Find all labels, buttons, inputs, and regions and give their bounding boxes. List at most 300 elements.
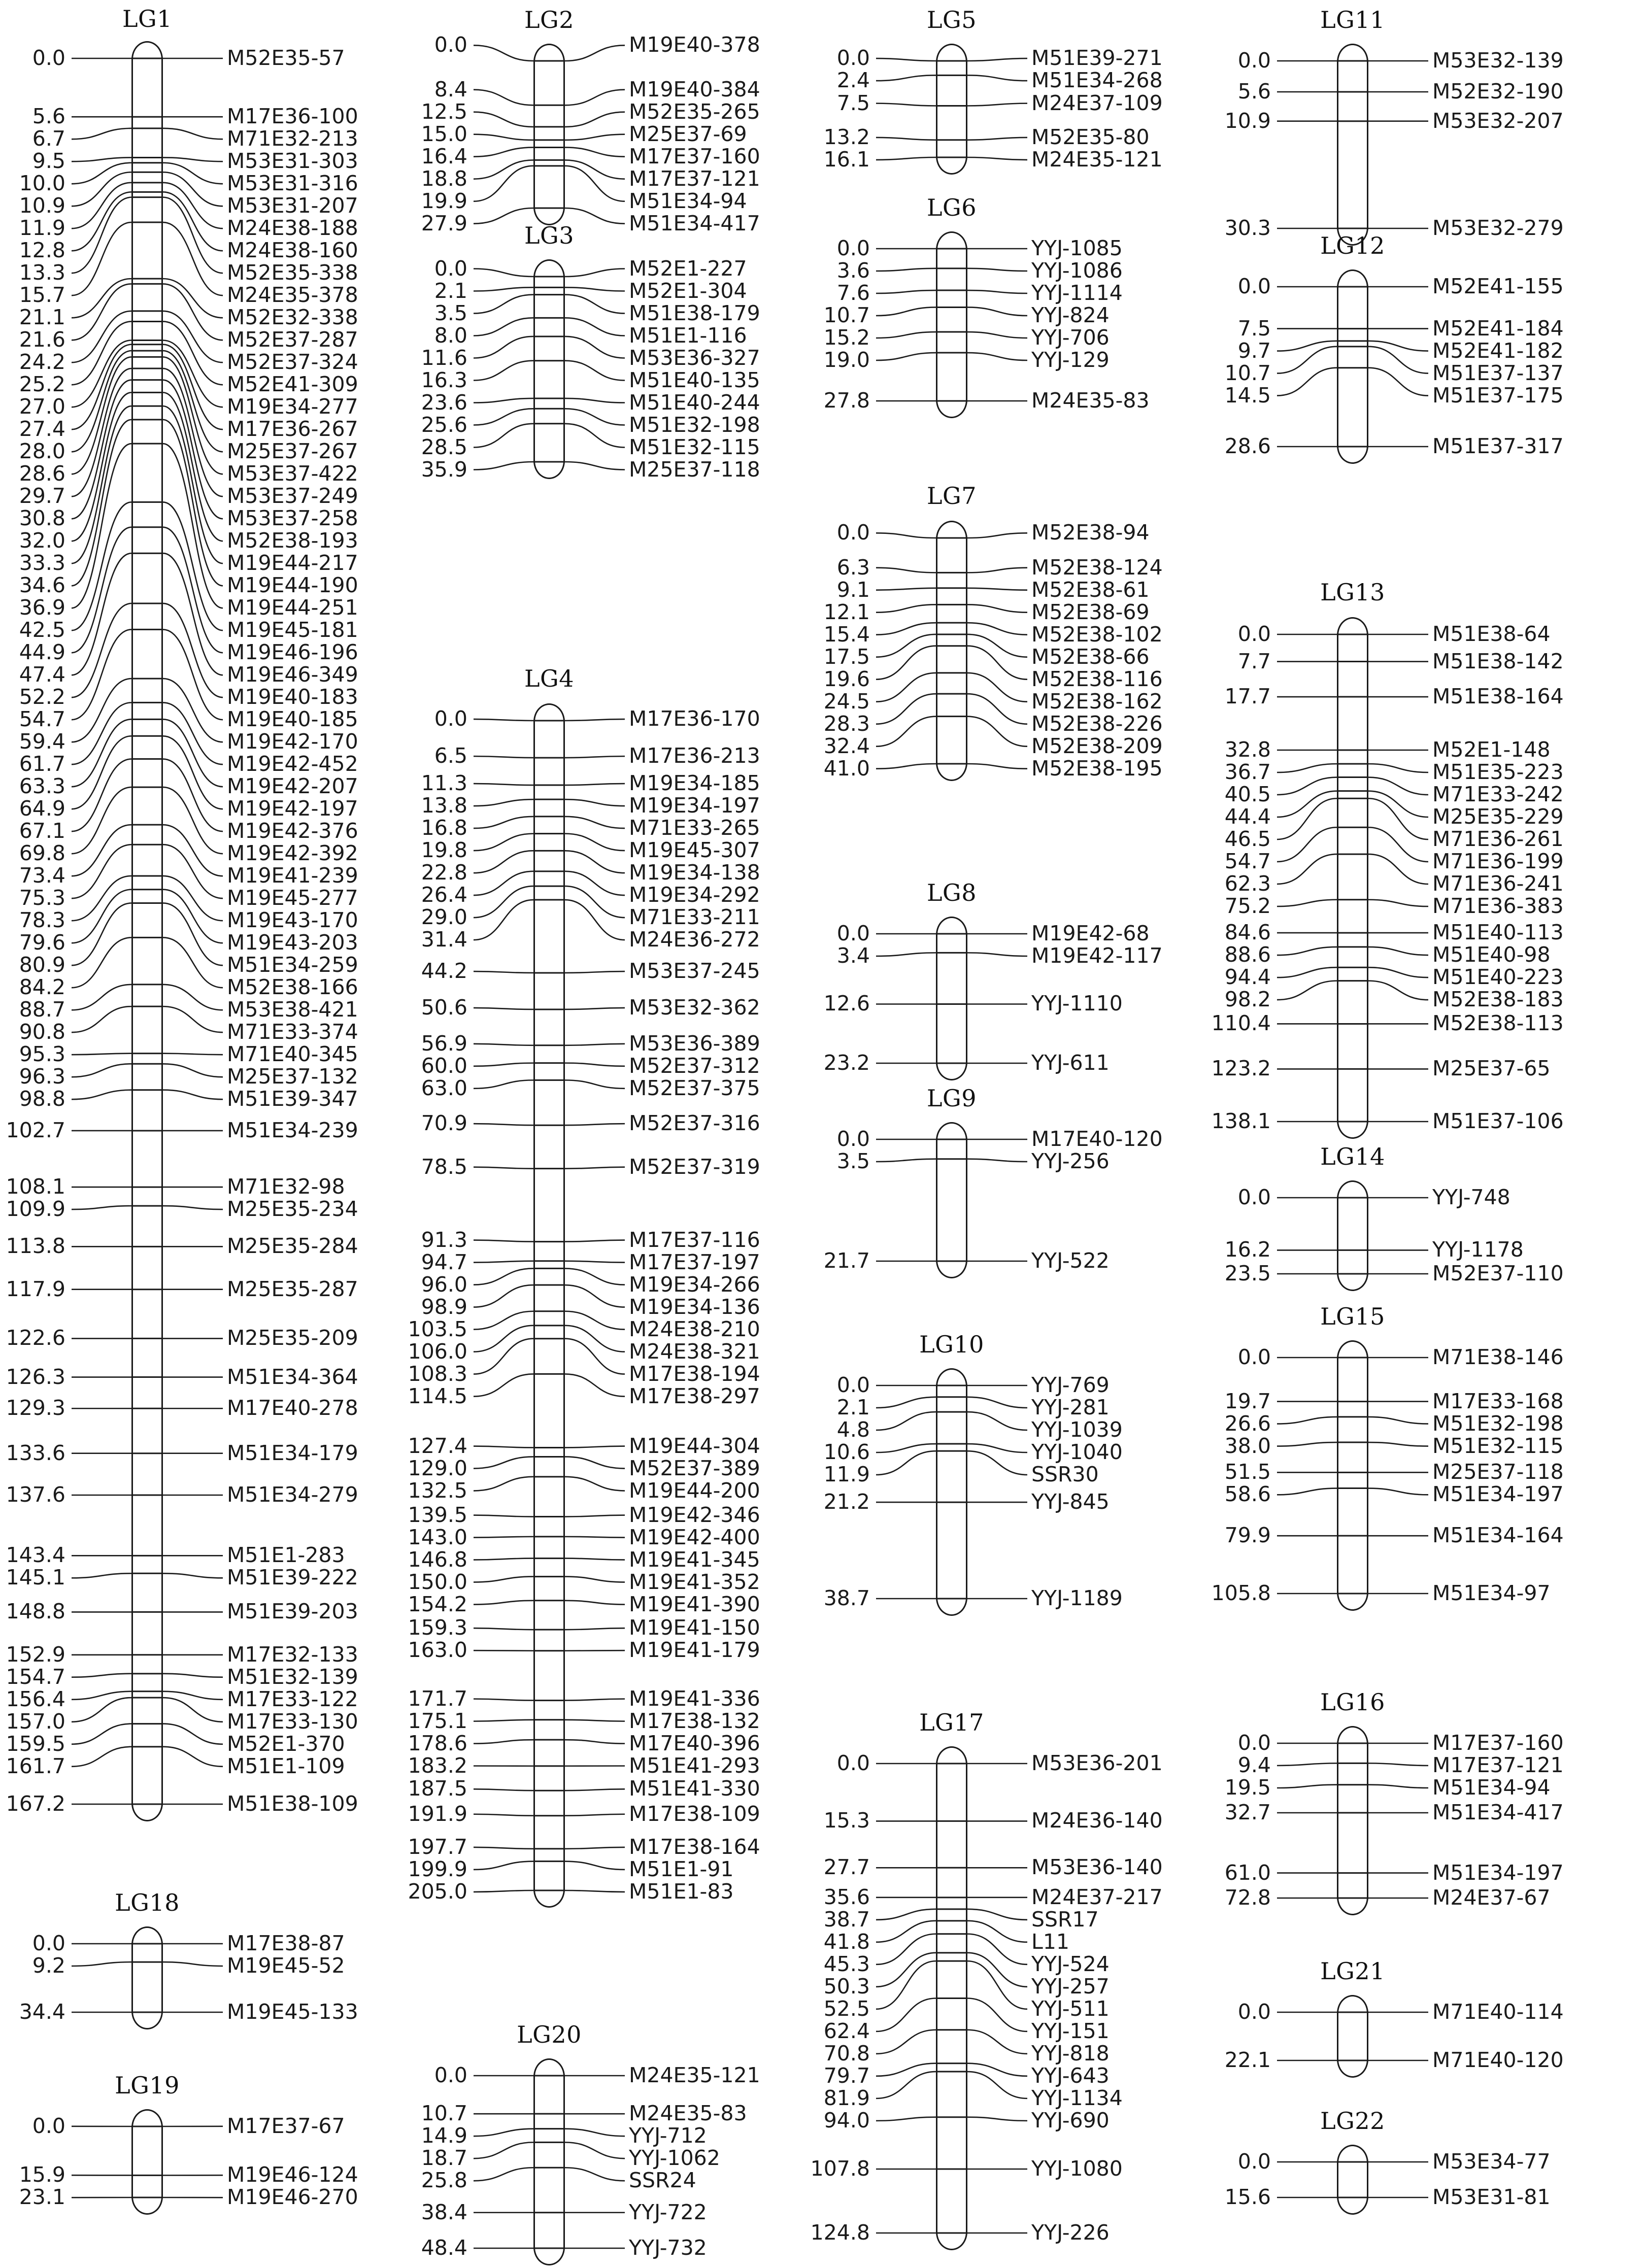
position-label: 78.3 bbox=[19, 908, 65, 933]
position-label: 16.8 bbox=[421, 816, 467, 840]
linkage-group-title: LG9 bbox=[926, 1085, 977, 1112]
position-leader-line bbox=[72, 1674, 131, 1677]
position-label: 105.8 bbox=[1211, 1581, 1271, 1605]
position-label: 126.3 bbox=[6, 1364, 65, 1389]
linkage-group-title: LG13 bbox=[1320, 579, 1385, 606]
position-leader-line bbox=[72, 1064, 131, 1077]
marker-label: M52E1-304 bbox=[629, 278, 747, 303]
linkage-group-title: LG4 bbox=[524, 665, 575, 692]
position-label: 47.4 bbox=[19, 662, 65, 687]
marker-label: M19E44-200 bbox=[629, 1478, 760, 1503]
marker-label: M51E1-109 bbox=[227, 1753, 345, 1778]
marker-leader-line bbox=[565, 1847, 625, 1849]
marker-leader-line bbox=[163, 1747, 223, 1767]
marker-label: M19E40-183 bbox=[227, 685, 358, 709]
position-label: 3.6 bbox=[836, 258, 870, 283]
marker-leader-line bbox=[565, 1261, 625, 1263]
marker-label: M51E41-293 bbox=[629, 1753, 760, 1778]
position-label: 28.6 bbox=[1224, 434, 1271, 458]
position-label: 0.0 bbox=[1237, 2149, 1271, 2174]
marker-label: M25E35-234 bbox=[227, 1197, 358, 1222]
marker-leader-line bbox=[967, 1961, 1027, 2009]
position-leader-line bbox=[72, 183, 131, 228]
position-label: 42.5 bbox=[19, 618, 65, 642]
marker-label: M52E38-226 bbox=[1031, 711, 1163, 736]
position-leader-line bbox=[876, 1953, 936, 1987]
marker-leader-line bbox=[967, 717, 1027, 747]
position-label: 6.5 bbox=[434, 743, 467, 768]
position-label: 5.6 bbox=[1237, 79, 1271, 104]
marker-leader-line bbox=[565, 1285, 625, 1307]
marker-label: SSR30 bbox=[1031, 1462, 1099, 1486]
position-label: 0.0 bbox=[1237, 2000, 1271, 2024]
position-label: 0.0 bbox=[434, 706, 467, 731]
position-label: 67.1 bbox=[19, 819, 65, 843]
marker-label: M19E40-185 bbox=[227, 707, 358, 732]
marker-label: M19E40-378 bbox=[629, 32, 760, 57]
marker-label: YYJ-1086 bbox=[1031, 258, 1123, 283]
position-label: 0.0 bbox=[32, 1931, 65, 1955]
position-label: 91.3 bbox=[421, 1227, 467, 1252]
marker-label: YYJ-1062 bbox=[629, 2146, 720, 2171]
position-label: 154.2 bbox=[408, 1592, 467, 1616]
position-leader-line bbox=[474, 2129, 533, 2136]
marker-label: M53E36-389 bbox=[629, 1031, 760, 1056]
position-leader-line bbox=[72, 368, 131, 496]
marker-leader-line bbox=[565, 1601, 625, 1605]
marker-leader-line bbox=[565, 719, 625, 721]
chromosome-cap-top bbox=[1337, 1340, 1368, 1359]
chromosome-cap-top bbox=[936, 1746, 967, 1765]
marker-label: M24E35-121 bbox=[629, 2063, 760, 2087]
marker-leader-line bbox=[1368, 1417, 1428, 1424]
marker-leader-line bbox=[967, 673, 1027, 702]
position-leader-line bbox=[1277, 1785, 1337, 1788]
marker-leader-line bbox=[565, 1446, 625, 1448]
position-label: 29.0 bbox=[421, 905, 467, 930]
marker-label: YYJ-643 bbox=[1031, 2063, 1110, 2088]
position-label: 38.7 bbox=[823, 1907, 870, 1932]
marker-label: M17E33-130 bbox=[227, 1709, 358, 1734]
marker-label: YYJ-732 bbox=[629, 2236, 707, 2260]
position-label: 54.7 bbox=[19, 707, 65, 732]
marker-leader-line bbox=[565, 1720, 625, 1721]
position-leader-line bbox=[1277, 777, 1337, 795]
position-label: 5.6 bbox=[32, 104, 65, 129]
marker-leader-line bbox=[967, 1909, 1027, 1920]
position-label: 18.7 bbox=[421, 2146, 467, 2171]
marker-leader-line bbox=[163, 284, 223, 340]
position-label: 0.0 bbox=[434, 256, 467, 281]
position-leader-line bbox=[474, 784, 533, 785]
position-leader-line bbox=[876, 2063, 936, 2076]
marker-leader-line bbox=[565, 817, 625, 828]
chromosome-cap-top bbox=[936, 521, 967, 539]
position-label: 109.9 bbox=[6, 1197, 65, 1222]
position-label: 139.5 bbox=[408, 1502, 467, 1527]
position-leader-line bbox=[474, 1446, 533, 1448]
marker-label: M52E37-312 bbox=[629, 1053, 760, 1078]
chromosome-bar bbox=[533, 721, 565, 1890]
chromosome-bar bbox=[936, 249, 967, 401]
marker-leader-line bbox=[967, 1159, 1027, 1162]
position-label: 95.3 bbox=[19, 1042, 65, 1067]
position-leader-line bbox=[474, 1537, 533, 1538]
position-leader-line bbox=[876, 646, 936, 680]
marker-leader-line bbox=[565, 834, 625, 851]
position-label: 38.0 bbox=[1224, 1433, 1271, 1458]
position-leader-line bbox=[474, 1740, 533, 1743]
position-leader-line bbox=[72, 719, 131, 787]
marker-label: M19E34-185 bbox=[629, 771, 760, 796]
marker-leader-line bbox=[163, 444, 223, 608]
position-leader-line bbox=[72, 311, 131, 362]
marker-leader-line bbox=[565, 784, 625, 785]
position-leader-line bbox=[876, 2117, 936, 2121]
position-leader-line bbox=[72, 1724, 131, 1744]
position-label: 0.0 bbox=[1237, 274, 1271, 298]
position-leader-line bbox=[72, 192, 131, 251]
position-label: 63.0 bbox=[421, 1075, 467, 1100]
marker-leader-line bbox=[967, 588, 1027, 590]
chromosome-cap-top bbox=[533, 259, 565, 278]
marker-label: M51E39-203 bbox=[227, 1599, 358, 1624]
marker-label: M52E38-66 bbox=[1031, 644, 1150, 669]
linkage-group-title: LG7 bbox=[926, 482, 977, 510]
marker-leader-line bbox=[163, 603, 223, 697]
marker-leader-line bbox=[163, 406, 223, 563]
marker-leader-line bbox=[163, 985, 223, 1010]
marker-label: M53E34-77 bbox=[1432, 2149, 1551, 2174]
marker-label: YYJ-722 bbox=[629, 2199, 707, 2224]
marker-leader-line bbox=[565, 871, 625, 895]
position-label: 0.0 bbox=[1237, 622, 1271, 646]
marker-label: M52E38-69 bbox=[1031, 599, 1150, 624]
position-leader-line bbox=[474, 462, 533, 470]
marker-leader-line bbox=[565, 336, 625, 358]
position-label: 159.3 bbox=[408, 1615, 467, 1640]
marker-label: M19E42-346 bbox=[629, 1502, 760, 1527]
position-leader-line bbox=[72, 172, 131, 206]
marker-label: M53E31-81 bbox=[1432, 2185, 1551, 2209]
marker-label: M19E41-336 bbox=[629, 1686, 760, 1711]
position-label: 24.2 bbox=[19, 350, 65, 375]
marker-label: M71E36-383 bbox=[1432, 894, 1564, 918]
marker-label: M19E41-179 bbox=[629, 1638, 760, 1663]
marker-leader-line bbox=[163, 1090, 223, 1099]
marker-label: M52E41-309 bbox=[227, 372, 358, 397]
marker-label: M25E35-284 bbox=[227, 1234, 358, 1259]
marker-label: M71E36-241 bbox=[1432, 871, 1564, 896]
chromosome-bar bbox=[936, 1139, 967, 1261]
position-label: 16.4 bbox=[421, 144, 467, 168]
position-label: 28.5 bbox=[421, 434, 467, 459]
marker-label: M71E38-146 bbox=[1432, 1345, 1564, 1369]
position-label: 32.7 bbox=[1224, 1800, 1271, 1824]
marker-leader-line bbox=[565, 269, 625, 277]
chromosome-bar bbox=[1337, 1743, 1368, 1898]
position-label: 0.0 bbox=[836, 921, 870, 945]
marker-leader-line bbox=[565, 112, 625, 127]
position-label: 0.0 bbox=[836, 520, 870, 545]
position-leader-line bbox=[876, 290, 936, 293]
position-label: 10.7 bbox=[1224, 360, 1271, 385]
position-label: 25.8 bbox=[421, 2168, 467, 2193]
marker-leader-line bbox=[565, 45, 625, 61]
marker-leader-line bbox=[1368, 764, 1428, 772]
linkage-group-title: LG18 bbox=[115, 1889, 180, 1916]
marker-leader-line bbox=[967, 533, 1027, 538]
position-label: 88.6 bbox=[1224, 942, 1271, 967]
marker-label: M52E37-287 bbox=[227, 327, 358, 352]
marker-leader-line bbox=[565, 1080, 625, 1088]
position-label: 13.3 bbox=[19, 260, 65, 285]
position-label: 0.0 bbox=[434, 32, 467, 57]
marker-label: M71E40-120 bbox=[1432, 2048, 1564, 2072]
position-label: 197.7 bbox=[408, 1834, 467, 1859]
position-label: 19.7 bbox=[1224, 1389, 1271, 1413]
marker-label: M51E34-279 bbox=[227, 1482, 358, 1507]
marker-leader-line bbox=[163, 903, 223, 965]
chromosome-bar bbox=[936, 1764, 967, 2233]
position-label: 17.5 bbox=[823, 644, 870, 669]
linkage-group-title: LG12 bbox=[1320, 232, 1385, 259]
position-label: 146.8 bbox=[408, 1547, 467, 1572]
position-label: 0.0 bbox=[1237, 1345, 1271, 1369]
marker-leader-line bbox=[565, 1650, 625, 1651]
marker-label: M17E40-120 bbox=[1031, 1127, 1163, 1151]
marker-label: M53E37-422 bbox=[227, 461, 358, 486]
marker-leader-line bbox=[163, 311, 223, 362]
marker-label: M52E1-227 bbox=[629, 256, 747, 281]
position-leader-line bbox=[72, 553, 131, 675]
marker-label: M19E42-68 bbox=[1031, 921, 1150, 945]
chromosome-bar bbox=[131, 58, 163, 1804]
position-label: 108.1 bbox=[6, 1174, 65, 1199]
position-label: 27.4 bbox=[19, 417, 65, 442]
position-leader-line bbox=[474, 1477, 533, 1491]
marker-label: M71E33-265 bbox=[629, 816, 760, 840]
position-leader-line bbox=[72, 787, 131, 854]
marker-label: M19E42-117 bbox=[1031, 943, 1163, 968]
position-label: 38.4 bbox=[421, 2199, 467, 2224]
linkage-group-title: LG20 bbox=[517, 2021, 582, 2048]
marker-leader-line bbox=[967, 75, 1027, 81]
position-label: 7.6 bbox=[836, 281, 870, 305]
marker-label: M51E40-135 bbox=[629, 367, 760, 392]
marker-label: M19E45-277 bbox=[227, 886, 358, 910]
chromosome-cap-bottom bbox=[533, 1889, 565, 1908]
marker-label: M53E32-362 bbox=[629, 995, 760, 1020]
position-label: 171.7 bbox=[408, 1686, 467, 1711]
position-leader-line bbox=[876, 694, 936, 724]
marker-leader-line bbox=[163, 787, 223, 854]
marker-label: YYJ-1178 bbox=[1432, 1237, 1524, 1262]
marker-label: YYJ-1085 bbox=[1031, 236, 1123, 260]
marker-label: M52E41-182 bbox=[1432, 338, 1564, 363]
marker-label: M19E41-390 bbox=[629, 1592, 760, 1616]
position-label: 3.5 bbox=[836, 1149, 870, 1173]
marker-label: M51E41-330 bbox=[629, 1776, 760, 1801]
position-label: 28.0 bbox=[19, 439, 65, 464]
chromosome-bar bbox=[1337, 1358, 1368, 1594]
position-leader-line bbox=[876, 764, 936, 769]
position-label: 36.7 bbox=[1224, 760, 1271, 784]
marker-label: SSR24 bbox=[629, 2168, 696, 2193]
position-label: 12.1 bbox=[823, 599, 870, 624]
position-label: 2.1 bbox=[836, 1395, 870, 1419]
marker-label: M71E40-114 bbox=[1432, 2000, 1564, 2024]
position-leader-line bbox=[876, 2030, 936, 2054]
position-label: 79.6 bbox=[19, 930, 65, 955]
position-leader-line bbox=[474, 166, 533, 201]
marker-leader-line bbox=[967, 1397, 1027, 1408]
marker-label: M51E39-222 bbox=[227, 1565, 358, 1590]
position-leader-line bbox=[474, 1339, 533, 1374]
marker-label: M25E37-267 bbox=[227, 439, 358, 464]
marker-leader-line bbox=[163, 1006, 223, 1032]
marker-leader-line bbox=[967, 953, 1027, 956]
marker-label: M71E33-374 bbox=[227, 1020, 358, 1044]
position-leader-line bbox=[72, 903, 131, 965]
position-label: 44.4 bbox=[1224, 804, 1271, 829]
position-leader-line bbox=[72, 702, 131, 764]
marker-label: M52E38-193 bbox=[227, 528, 358, 553]
chromosome-cap-top bbox=[1337, 1995, 1368, 2013]
marker-leader-line bbox=[565, 90, 625, 106]
position-leader-line bbox=[876, 588, 936, 590]
position-label: 145.1 bbox=[6, 1565, 65, 1590]
marker-label: M53E36-201 bbox=[1031, 1751, 1163, 1775]
position-leader-line bbox=[72, 876, 131, 921]
linkage-group-title: LG8 bbox=[926, 879, 977, 906]
position-label: 61.0 bbox=[1224, 1860, 1271, 1885]
position-label: 129.0 bbox=[408, 1455, 467, 1480]
chromosome-cap-top bbox=[131, 1926, 163, 1945]
position-label: 84.6 bbox=[1224, 920, 1271, 945]
chromosome-cap-top bbox=[936, 917, 967, 935]
marker-label: YYJ-522 bbox=[1031, 1248, 1110, 1273]
marker-label: M51E37-106 bbox=[1432, 1109, 1564, 1133]
position-leader-line bbox=[474, 1311, 533, 1330]
position-leader-line bbox=[72, 357, 131, 474]
position-leader-line bbox=[474, 1577, 533, 1582]
marker-label: M71E32-213 bbox=[227, 126, 358, 151]
marker-label: YYJ-1114 bbox=[1031, 281, 1123, 305]
marker-leader-line bbox=[565, 1814, 625, 1816]
position-leader-line bbox=[72, 890, 131, 943]
position-label: 58.6 bbox=[1224, 1482, 1271, 1507]
marker-label: M51E40-98 bbox=[1432, 942, 1551, 967]
position-leader-line bbox=[474, 1261, 533, 1263]
marker-leader-line bbox=[1368, 798, 1428, 839]
linkage-group-title: LG15 bbox=[1320, 1303, 1385, 1330]
marker-label: M51E34-417 bbox=[1432, 1800, 1564, 1824]
position-label: 143.0 bbox=[408, 1525, 467, 1549]
chromosome-cap-top bbox=[533, 703, 565, 722]
chromosome-cap-bottom bbox=[936, 1062, 967, 1080]
marker-label: M51E38-109 bbox=[227, 1791, 358, 1816]
marker-leader-line bbox=[163, 128, 223, 139]
marker-leader-line bbox=[565, 398, 625, 403]
position-label: 10.9 bbox=[19, 193, 65, 218]
chromosome-cap-bottom bbox=[1337, 2059, 1368, 2078]
marker-leader-line bbox=[565, 1374, 625, 1396]
chromosome-bar bbox=[131, 2126, 163, 2197]
marker-leader-line bbox=[1368, 791, 1428, 817]
position-label: 25.2 bbox=[19, 372, 65, 397]
position-label: 8.0 bbox=[434, 323, 467, 348]
position-leader-line bbox=[474, 1240, 533, 1242]
marker-leader-line bbox=[565, 1311, 625, 1330]
position-label: 16.1 bbox=[823, 147, 870, 172]
marker-label: YYJ-1039 bbox=[1031, 1417, 1123, 1442]
marker-label: M17E37-121 bbox=[1432, 1753, 1564, 1777]
position-leader-line bbox=[474, 1650, 533, 1651]
chromosome-cap-bottom bbox=[936, 1260, 967, 1278]
position-label: 133.6 bbox=[6, 1440, 65, 1465]
marker-label: M53E31-316 bbox=[227, 171, 358, 196]
position-leader-line bbox=[72, 1747, 131, 1767]
marker-label: M53E32-207 bbox=[1432, 108, 1564, 133]
marker-label: YYJ-845 bbox=[1031, 1490, 1110, 1514]
marker-leader-line bbox=[967, 290, 1027, 293]
position-label: 137.6 bbox=[6, 1482, 65, 1507]
marker-label: M24E35-83 bbox=[629, 2101, 747, 2126]
marker-label: M17E38-87 bbox=[227, 1931, 345, 1955]
position-label: 72.8 bbox=[1224, 1885, 1271, 1910]
marker-leader-line bbox=[967, 353, 1027, 360]
position-leader-line bbox=[876, 1159, 936, 1162]
position-label: 0.0 bbox=[1237, 1731, 1271, 1755]
position-leader-line bbox=[474, 719, 533, 721]
position-label: 79.9 bbox=[1224, 1523, 1271, 1548]
position-leader-line bbox=[1277, 341, 1337, 351]
marker-leader-line bbox=[565, 1861, 625, 1870]
position-leader-line bbox=[72, 444, 131, 608]
position-leader-line bbox=[474, 1847, 533, 1849]
marker-leader-line bbox=[163, 222, 223, 295]
position-label: 127.4 bbox=[408, 1433, 467, 1458]
position-label: 36.9 bbox=[19, 595, 65, 620]
marker-leader-line bbox=[967, 1412, 1027, 1430]
chromosome-cap-bottom bbox=[533, 2247, 565, 2265]
marker-label: YYJ-748 bbox=[1432, 1185, 1510, 1209]
marker-label: M51E40-223 bbox=[1432, 965, 1564, 990]
marker-label: M52E35-57 bbox=[227, 46, 345, 70]
marker-label: M17E36-213 bbox=[629, 743, 760, 768]
linkage-group-title: LG14 bbox=[1320, 1143, 1385, 1170]
position-leader-line bbox=[72, 502, 131, 630]
marker-leader-line bbox=[163, 357, 223, 474]
marker-label: YYJ-1040 bbox=[1031, 1440, 1123, 1464]
position-label: 124.8 bbox=[810, 2220, 870, 2245]
marker-leader-line bbox=[565, 1326, 625, 1352]
position-leader-line bbox=[474, 287, 533, 291]
marker-label: M52E1-370 bbox=[227, 1731, 345, 1756]
position-label: 80.9 bbox=[19, 953, 65, 977]
position-label: 11.3 bbox=[421, 771, 467, 796]
position-label: 51.5 bbox=[1224, 1460, 1271, 1484]
marker-label: M71E40-345 bbox=[227, 1042, 358, 1067]
marker-leader-line bbox=[163, 937, 223, 988]
position-leader-line bbox=[72, 321, 131, 385]
position-label: 27.0 bbox=[19, 394, 65, 419]
position-leader-line bbox=[72, 527, 131, 653]
position-label: 94.0 bbox=[823, 2108, 870, 2132]
linkage-group-title: LG16 bbox=[1320, 1688, 1385, 1716]
position-label: 3.5 bbox=[434, 300, 467, 325]
